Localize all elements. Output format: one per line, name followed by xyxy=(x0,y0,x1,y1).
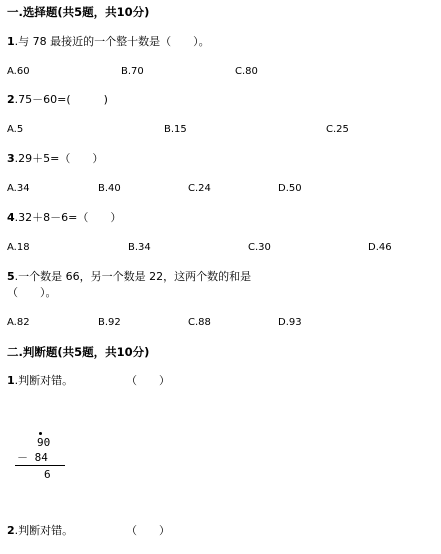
option-a[interactable]: A.82 xyxy=(7,317,30,328)
question-text: .75－60=( ) xyxy=(14,93,108,106)
question-5 xyxy=(7,270,251,284)
option-a[interactable]: A.5 xyxy=(7,124,24,135)
borrow-dot xyxy=(39,432,42,435)
question-number: 2 xyxy=(7,93,15,106)
option-b[interactable]: B.92 xyxy=(98,317,121,328)
option-d[interactable]: D.93 xyxy=(278,317,302,328)
section2-title: 二.判断题(共5题，共10分) xyxy=(7,345,150,359)
question-text: .一个数是 66，另一个数是 22，这两个数的和是 xyxy=(14,270,252,283)
question-text: .判断对错。 xyxy=(14,374,74,387)
option-d[interactable]: D.50 xyxy=(278,183,302,194)
question-3 xyxy=(7,152,103,166)
calc-subtrahend: － 84 xyxy=(17,451,48,464)
question-number: 5 xyxy=(7,270,15,283)
option-c[interactable]: C.88 xyxy=(188,317,211,328)
option-b[interactable]: B.40 xyxy=(98,183,121,194)
answer-parentheses[interactable]: （ ） xyxy=(126,524,170,537)
option-c[interactable]: C.24 xyxy=(188,183,211,194)
calc-minuend: 90 xyxy=(37,436,51,449)
question-text: .判断对错。 xyxy=(14,524,74,537)
question-1 xyxy=(7,35,210,49)
question-number: 2 xyxy=(7,524,15,537)
option-c[interactable]: C.80 xyxy=(235,66,258,77)
option-b[interactable]: B.34 xyxy=(128,242,151,253)
option-c[interactable]: C.25 xyxy=(326,124,349,135)
question-text: .29＋5=（ ） xyxy=(14,152,104,165)
question-2 xyxy=(7,93,108,107)
judge-question-2 xyxy=(7,524,73,538)
question-text: .与 78 最接近的一个整十数是（ ）。 xyxy=(14,35,210,48)
answer-parentheses[interactable]: （ ） xyxy=(126,374,170,387)
question-5-continuation: （ ）。 xyxy=(7,286,57,299)
question-number: 1 xyxy=(7,35,15,48)
option-d[interactable]: D.46 xyxy=(368,242,392,253)
section1-title: 一.选择题(共5题，共10分) xyxy=(7,5,150,19)
question-4 xyxy=(7,211,121,225)
option-b[interactable]: B.15 xyxy=(164,124,187,135)
calc-result: 6 xyxy=(44,468,51,481)
question-number: 1 xyxy=(7,374,15,387)
option-a[interactable]: A.34 xyxy=(7,183,30,194)
question-text: .32＋8－6=（ ） xyxy=(14,211,122,224)
calc-line xyxy=(15,465,65,466)
question-number: 3 xyxy=(7,152,15,165)
judge-question-1 xyxy=(7,374,73,388)
option-a[interactable]: A.18 xyxy=(7,242,30,253)
option-a[interactable]: A.60 xyxy=(7,66,30,77)
question-number: 4 xyxy=(7,211,15,224)
option-b[interactable]: B.70 xyxy=(121,66,144,77)
option-c[interactable]: C.30 xyxy=(248,242,271,253)
